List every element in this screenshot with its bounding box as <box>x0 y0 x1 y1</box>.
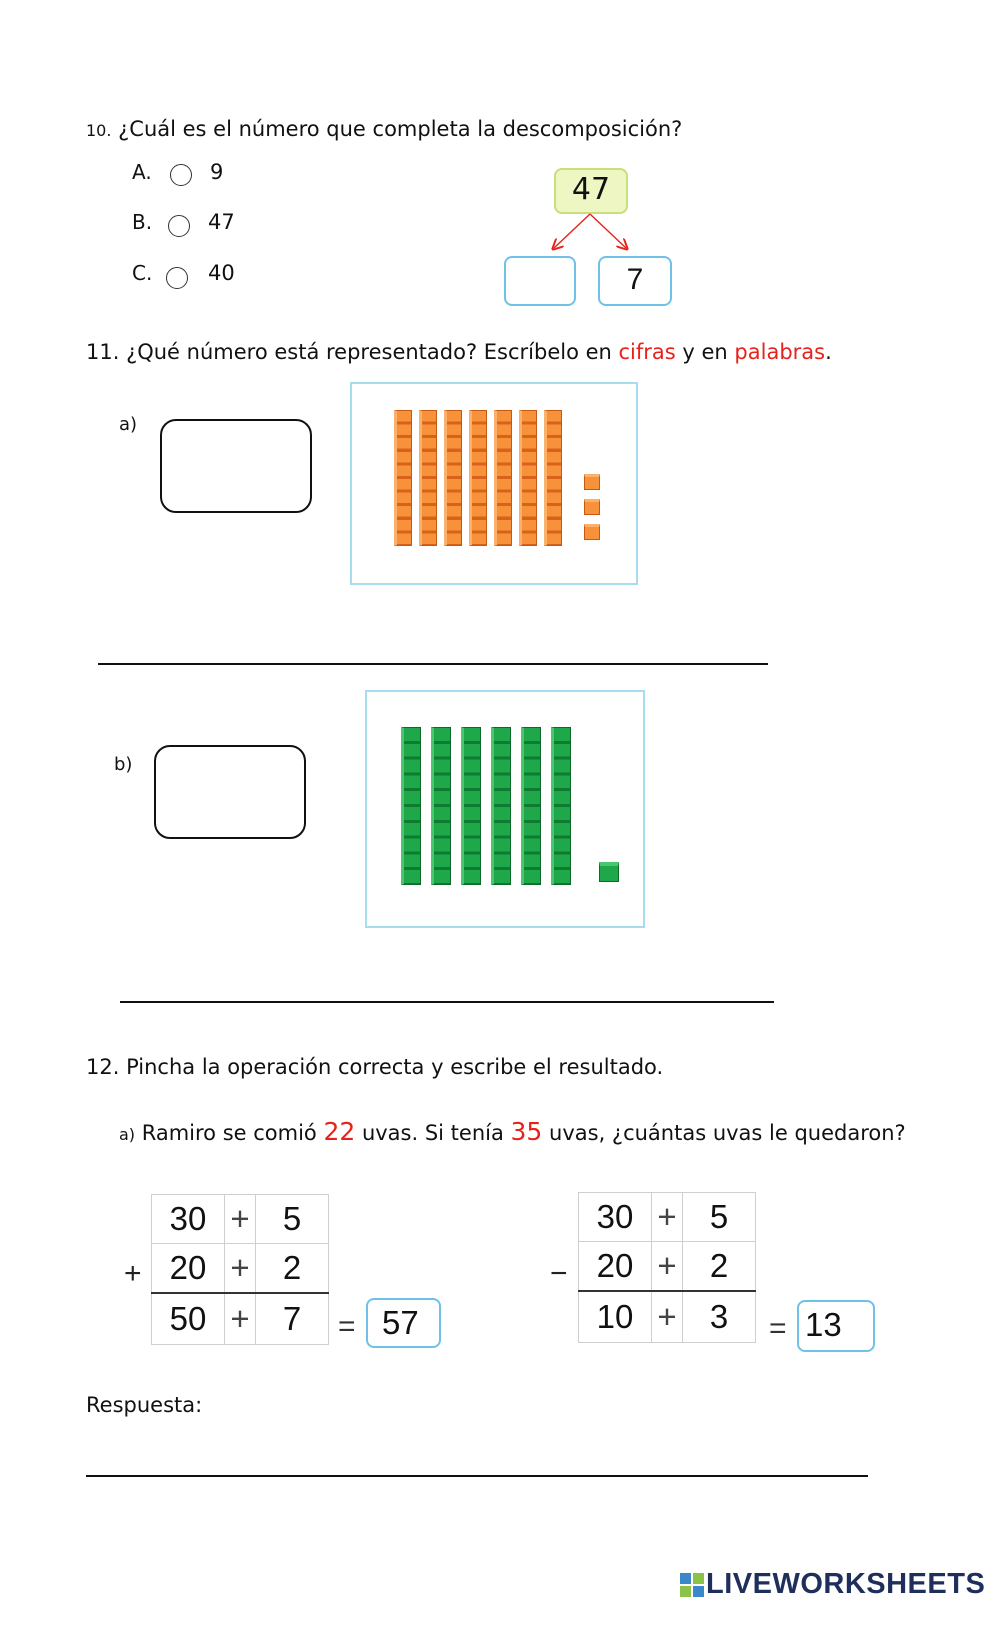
q10-title-text: ¿Cuál es el número que completa la descomposición? <box>118 117 683 141</box>
option-letter: A. <box>132 160 152 184</box>
q10-number: 10. <box>86 121 112 140</box>
equals-sign: = <box>338 1310 356 1343</box>
cell: 5 <box>256 1195 329 1244</box>
problem-text: uvas. Si tenía <box>355 1121 511 1145</box>
q11-title-palabras: palabras <box>734 340 826 364</box>
ten-rod <box>394 410 412 546</box>
q11a-label: a) <box>119 414 138 435</box>
unit-cube <box>584 474 600 490</box>
q11-title-part1: 11. ¿Qué número está representado? Escríbelo en <box>86 340 619 364</box>
q10-title <box>86 117 682 141</box>
addition-result-box[interactable]: 57 <box>366 1298 441 1348</box>
option-value: 40 <box>208 261 235 285</box>
cell: 3 <box>683 1291 756 1343</box>
answer-line[interactable] <box>86 1475 868 1477</box>
problem-text: Ramiro se comió <box>135 1121 324 1145</box>
option-letter: C. <box>132 261 153 285</box>
radio-button[interactable] <box>168 215 190 237</box>
addition-table[interactable] <box>151 1194 329 1345</box>
q11a-words-line[interactable] <box>98 663 768 665</box>
problem-number-35: 35 <box>510 1117 543 1146</box>
cell: 30 <box>152 1195 225 1244</box>
cell: + <box>225 1293 256 1345</box>
ten-rod <box>401 727 421 885</box>
q11a-number-input[interactable] <box>160 419 312 513</box>
decomposition-blank-input[interactable] <box>504 256 576 306</box>
ten-rod <box>431 727 451 885</box>
ten-rod <box>419 410 437 546</box>
liveworksheets-brand: LIVEWORKSHEETS <box>706 1568 986 1600</box>
q11b-label: b) <box>114 754 133 775</box>
subtraction-table[interactable] <box>578 1192 756 1343</box>
cell: 20 <box>152 1244 225 1294</box>
cell: 10 <box>579 1291 652 1343</box>
cell: + <box>225 1195 256 1244</box>
q12-title: 12. Pincha la operación correcta y escribe el resultado. <box>86 1055 664 1079</box>
cell: 30 <box>579 1193 652 1242</box>
ten-rod <box>494 410 512 546</box>
ten-rod <box>461 727 481 885</box>
q11-title <box>86 340 832 364</box>
q12-problem-label: a) <box>119 1125 136 1144</box>
cell: + <box>652 1242 683 1292</box>
unit-cube <box>584 499 600 515</box>
ten-rod <box>469 410 487 546</box>
ten-rod <box>521 727 541 885</box>
option-value: 9 <box>210 160 224 184</box>
cell: 2 <box>256 1244 329 1294</box>
cell: 50 <box>152 1293 225 1345</box>
problem-text: uvas, ¿cuántas uvas le quedaron? <box>542 1121 906 1145</box>
cell: + <box>652 1193 683 1242</box>
subtraction-result-box[interactable]: 13 <box>797 1300 875 1352</box>
cell: 2 <box>683 1242 756 1292</box>
option-value: 47 <box>208 210 235 234</box>
cell: 7 <box>256 1293 329 1345</box>
q11-title-part2: y en <box>675 340 735 364</box>
ten-rod <box>519 410 537 546</box>
plus-sign: + <box>124 1257 142 1290</box>
unit-cube <box>599 862 619 882</box>
unit-cube <box>584 524 600 540</box>
ten-rod <box>544 410 562 546</box>
q11b-words-line[interactable] <box>120 1001 774 1003</box>
radio-button[interactable] <box>166 267 188 289</box>
minus-sign: − <box>550 1257 568 1290</box>
equals-sign: = <box>769 1312 787 1345</box>
q11b-number-input[interactable] <box>154 745 306 839</box>
cell: 20 <box>579 1242 652 1292</box>
decomposition-arrows <box>540 210 640 252</box>
cell: 5 <box>683 1193 756 1242</box>
ten-rod <box>491 727 511 885</box>
cell: + <box>652 1291 683 1343</box>
ten-rod <box>551 727 571 885</box>
liveworksheets-logo-icon <box>680 1573 704 1597</box>
q11b-blocks-frame <box>365 690 645 928</box>
answer-label: Respuesta: <box>86 1393 203 1417</box>
option-letter: B. <box>132 210 153 234</box>
ten-rod <box>444 410 462 546</box>
problem-number-22: 22 <box>323 1117 356 1146</box>
radio-button[interactable] <box>170 164 192 186</box>
q11a-blocks-frame <box>350 382 638 585</box>
q11-title-part3: . <box>825 340 832 364</box>
cell: + <box>225 1244 256 1294</box>
q11-title-cifras: cifras <box>618 340 676 364</box>
decomposition-units: 7 <box>598 256 672 306</box>
q12-problem <box>119 1117 906 1146</box>
decomposition-total: 47 <box>554 168 628 214</box>
